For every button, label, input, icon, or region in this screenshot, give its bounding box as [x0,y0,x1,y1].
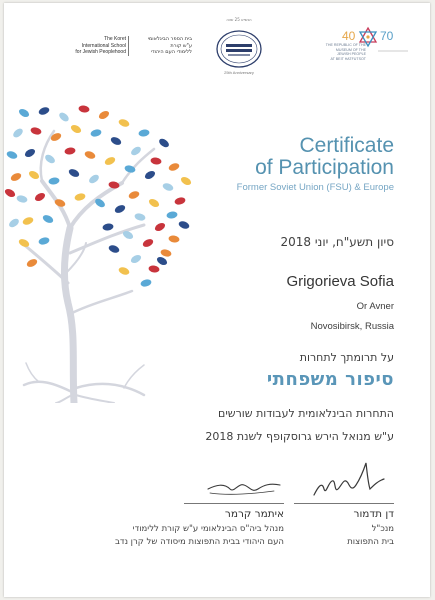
tree-leaf [144,169,157,180]
signatory-left-role: מנהל ביה"ס הבינלאומי ע"ש קורת ללימודי [132,524,284,534]
signatory-left-org: העם היהודי בבית התפוצות מיסודה של קרן נדב [115,537,284,547]
tree-leaf [138,129,150,138]
tree-leaf [38,236,50,245]
tree-leaf [140,278,152,287]
certificate-page [4,3,430,597]
tree-leaf [174,196,186,205]
tree-leaf [26,258,39,269]
header-divider [128,36,129,56]
tree-leaf [70,123,83,134]
signatory-right-role: מנכ"ל [371,524,394,534]
school-name-he [130,36,192,56]
tree-leaf [34,191,47,202]
certificate-title: Certificate [299,134,394,157]
tree-leaf [68,168,81,179]
tree-leaf [150,157,162,166]
tree-leaf [48,177,60,186]
contribution-text: על תרומתך לתחרות [299,351,394,364]
tree-leaf [114,204,127,215]
signature-line-left [184,503,284,504]
tree-leaf [24,147,37,158]
school-en-line-1: The Koret [104,36,126,42]
signature-left [204,473,284,501]
seal-caption-top: הנשיא 25 שנה [226,17,252,22]
certificate-title-line-2: of Participation [255,156,394,179]
tree-leaf [78,105,90,114]
tree-leaf [42,214,55,225]
school-he-line-3: ללימודי העם היהודי [150,49,192,55]
school-he-line-1: בית הספר הבינלאומי [147,36,192,42]
signature-right [304,459,394,503]
tree-leaf [98,109,111,120]
anniversary-caption [322,43,366,61]
tree-leaf [30,126,42,135]
svg-text:40: 40 [342,29,356,43]
signatory-right-name: דן תדמור [353,508,394,520]
tree-leaf [104,156,117,167]
competition-description: התחרות הבינלאומית לעבודות שורשים [218,407,394,420]
tree-leaf [4,187,16,198]
school-en-line-2: International School [81,42,126,49]
signature-line-right [294,503,394,504]
tree-leaf [168,162,181,172]
tree-leaf [10,172,23,183]
tree-leaf [166,211,178,220]
school-he-line-2: ע"ש קורת [170,42,192,49]
tree-leaf [102,223,114,232]
anniv-line-2: MUSEUM OF THE JEWISH PEOPLE [335,47,366,57]
tree-leaf [154,221,167,232]
tree-leaf [108,244,121,254]
tree-leaf [156,255,169,266]
tree-leaf [74,192,86,201]
tree-leaf [44,153,57,165]
tree-leaf [84,150,97,160]
tree-leaf [130,253,143,264]
tree-leaf [38,106,51,116]
tree-leaf [18,107,31,118]
tree-leaf [110,136,123,147]
decorative-tree [4,103,214,403]
signatory-right-org: בית התפוצות [347,537,394,547]
tree-leaf [22,216,35,226]
tree-leaf [12,127,25,139]
tree-leaf [58,111,71,123]
tree-leaf [134,212,146,221]
tree-leaf [118,266,131,276]
participant-name: Grigorieva Sofia [286,273,394,290]
tree-leaf [142,238,155,249]
competition-title: סיפור משפחתי [266,369,394,390]
tree-leaf [158,137,171,149]
tree-leaf [118,118,131,128]
participant-school: Or Avner [356,301,394,312]
tree-leaf [64,147,76,156]
anniv-line-1: THE REPUBLIC OF THE [325,43,366,47]
school-name-en [42,36,126,56]
tree-leaf [160,248,172,257]
tree-leaf [178,220,191,230]
school-en-line-3: for Jewish Peoplehood [75,49,126,55]
tree-leaf [88,173,101,185]
tree-leaf [148,265,160,274]
svg-text:70: 70 [380,29,394,43]
signatory-left-name: איתמר קרמר [224,508,284,520]
tree-leaf [128,190,141,200]
tree-leaf [130,145,143,157]
certificate-subtitle: Former Soviet Union (FSU) & Europe [236,182,394,193]
tree-leaf [28,169,41,180]
tree-leaf [16,194,28,203]
tree-leaf [8,217,21,229]
tree-leaf [148,197,161,208]
tree-leaf [168,235,180,244]
tree-leaf [90,128,102,137]
issue-date: סיון תשע"ח, יוני 2018 [280,235,394,249]
seal-caption-bottom: 25th Anniversary [224,70,254,75]
anniv-line-3: AT BEIT HATFUTSOT [330,56,366,61]
participant-city: Novosibirsk, Russia [310,321,394,332]
tree-leaf [6,150,19,160]
competition-dedication: ע"ש מנואל הירש גרוסקופף לשנת 2018 [205,430,394,443]
